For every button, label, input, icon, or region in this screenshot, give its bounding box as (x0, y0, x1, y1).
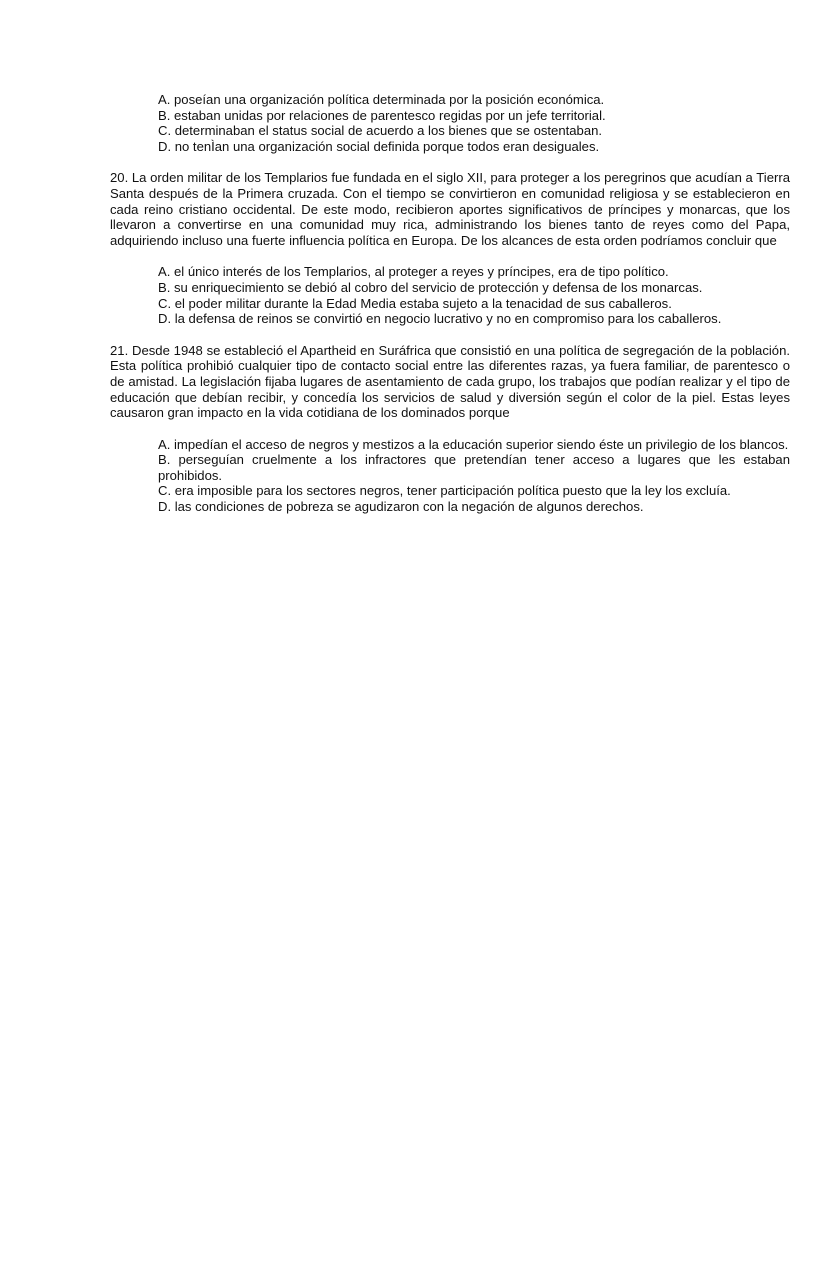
q21-option-d: D. las condiciones de pobreza se agudizaron con la negación de algunos derechos. (158, 499, 644, 515)
question-20-stem: 20. La orden militar de los Templarios fue fundada en el siglo XII, para proteger a los peregrinos que acudían a Tierra Santa después de la Primera cruzada. Con el tiempo se convirtieron en comunidad religiosa y se establecieron en cada reino cristiano occidental. De este modo, recibieron aportes significativos de príncipes y monarcas, que los llevaron a convertirse en una comunidad muy rica, administrando los bienes tanto de reyes como del Papa, adquiriendo incluso una fuerte influencia política en Europa. De los alcances de esta orden podríamos concluir que (110, 170, 790, 248)
q20-option-a: A. el único interés de los Templarios, al proteger a reyes y príncipes, era de tipo político. (158, 264, 669, 280)
q21-option-c: C. era imposible para los sectores negros, tener participación política puesto que la ley los excluía. (158, 483, 731, 499)
q20-option-d: D. la defensa de reinos se convirtió en negocio lucrativo y no en compromiso para los caballeros. (158, 311, 722, 327)
question-21-block (110, 343, 790, 515)
question-19-options-block (110, 92, 790, 154)
question-21-stem: 21. Desde 1948 se estableció el Apartheid en Suráfrica que consistió en una política de segregación de la población. Esta política prohibió cualquier tipo de contacto social entre las diferentes razas, ya fuera familiar, de parentesco o de amistad. La legislación fijaba lugares de asentamiento de cada grupo, los trabajos que podían realizar y el tipo de educación que debían recibir, y concedía los servicios de salud y diversión según el color de la piel. Estas leyes causaron gran impacto en la vida cotidiana de los dominados porque (110, 342, 790, 421)
q19-option-b: B. estaban unidas por relaciones de parentesco regidas por un jefe territorial. (158, 107, 606, 123)
question-19-options (110, 92, 790, 154)
q19-option-d: D. no tenÌan una organización social definida porque todos eran desiguales. (158, 138, 600, 154)
question-21-options (110, 437, 790, 515)
q21-option-b: B. perseguían cruelmente a los infractores que pretendían tener acceso a lugares que les estaban prohibidos. (158, 452, 790, 483)
question-20-options (110, 264, 790, 326)
q20-option-c: C. el poder militar durante la Edad Media estaba sujeto a la tenacidad de sus caballeros. (158, 295, 672, 311)
question-20-block (110, 170, 790, 326)
q19-option-c: C. determinaban el status social de acuerdo a los bienes que se ostentaban. (158, 123, 603, 139)
q21-option-a: A. impedían el acceso de negros y mestizos a la educación superior siendo éste un privilegio de los blancos. (158, 436, 789, 452)
q19-option-a: A. poseían una organización política determinada por la posición económica. (158, 92, 605, 107)
q20-option-b: B. su enriquecimiento se debió al cobro del servicio de protección y defensa de los monarcas. (158, 279, 703, 295)
document-page (110, 92, 790, 515)
